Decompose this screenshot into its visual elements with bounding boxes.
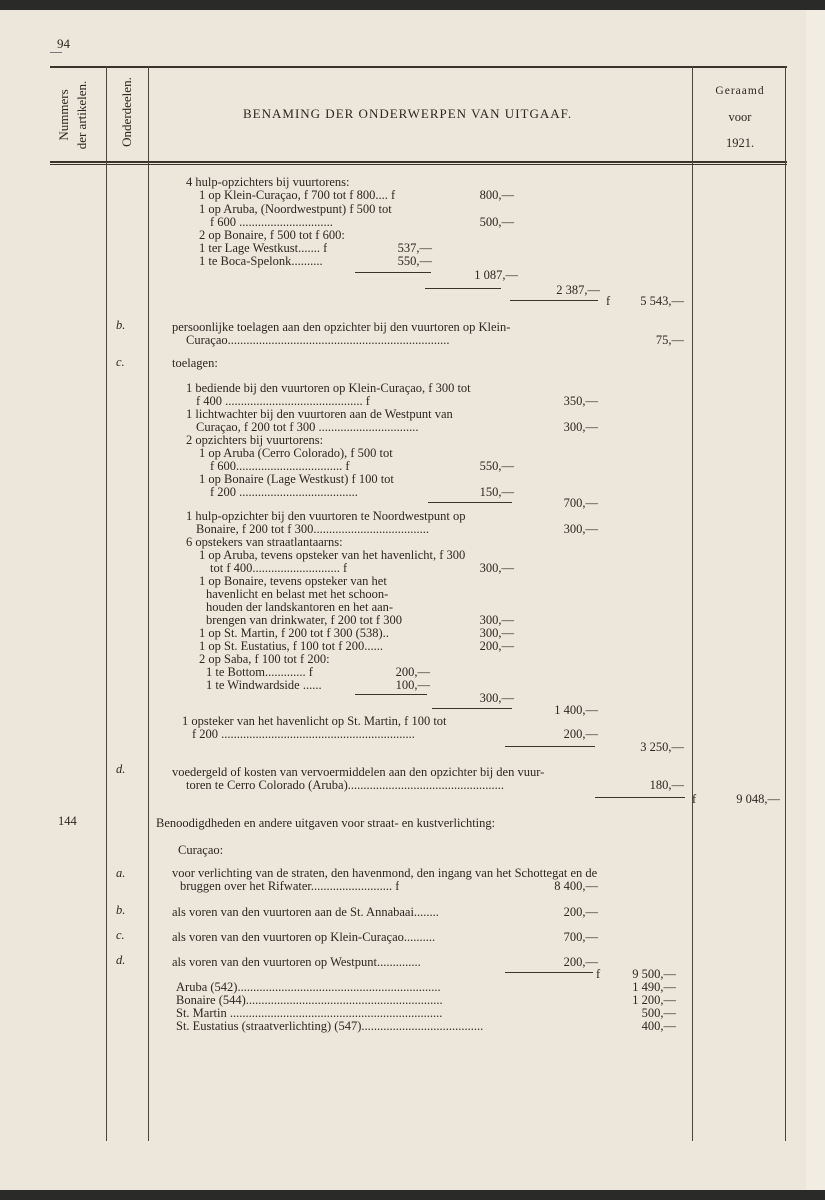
line-text: f 600.................................. f	[210, 459, 350, 473]
line-amount: 5 543,—	[640, 294, 684, 308]
sub-label: d.	[116, 953, 126, 967]
line-text: 1 op St. Martin, f 200 tot f 300 (538)..	[199, 626, 389, 640]
line-text: 1 op Aruba, (Noordwestpunt) f 500 tot	[199, 202, 392, 216]
page-number-underline	[50, 52, 62, 53]
island-line: Bonaire (544)...............................................................	[176, 993, 443, 1007]
line-amount: 550,—	[479, 459, 514, 473]
subtotal-rule	[505, 746, 595, 747]
line-text: toelagen:	[172, 356, 218, 370]
line-amount: 550,—	[397, 254, 432, 268]
line-amount: 1 490,—	[632, 980, 676, 994]
line-amount: 300,—	[479, 626, 514, 640]
line-amount: 150,—	[479, 485, 514, 499]
article-heading: Benoodigdheden en andere uitgaven voor straat- en kustverlichting:	[156, 816, 496, 830]
header-nummers-line1: Nummers	[56, 89, 71, 141]
island-line: St. Martin ....................................................................	[176, 1006, 443, 1020]
column-divider-nummers	[106, 66, 107, 1141]
subtotal-rule	[425, 288, 501, 289]
island-line: Aruba (542).................................................................	[176, 980, 441, 994]
line-amount: 537,—	[397, 241, 432, 255]
line-amount: 700,—	[563, 930, 598, 944]
page-number: 94	[57, 36, 70, 51]
line-amount: 8 400,—	[554, 879, 598, 893]
line-text: brengen van drinkwater, f 200 tot f 300	[206, 613, 402, 627]
line-text: als voren van den vuurtoren aan de St. Annabaai........	[172, 905, 439, 919]
line-amount: 1 087,—	[474, 268, 518, 282]
line-text: toren te Cerro Colorado (Aruba)..................................................	[186, 778, 504, 792]
line-amount: 500,—	[479, 215, 514, 229]
line-text: 4 hulp-opzichters bij vuurtorens:	[186, 175, 350, 189]
article-number: 144	[58, 814, 77, 828]
line-amount: 200,—	[479, 639, 514, 653]
line-amount: 100,—	[395, 678, 430, 692]
line-amount: 2 387,—	[556, 283, 600, 297]
line-text: als voren van den vuurtoren op Westpunt..............	[172, 955, 421, 969]
article-total: 9 048,—	[736, 792, 780, 806]
line-text: houden der landskantoren en het aan-	[206, 600, 394, 614]
line-text: persoonlijke toelagen aan den opzichter bij den vuurtoren op Klein-	[172, 320, 511, 334]
subtotal-rule	[428, 502, 512, 503]
line-amount: 350,—	[563, 394, 598, 408]
column-divider-benaming	[692, 66, 693, 1141]
table-top-rule	[50, 66, 787, 68]
column-divider-onderdeelen	[148, 66, 149, 1141]
line-text: 1 op Aruba (Cerro Colorado), f 500 tot	[199, 446, 393, 460]
line-amount: 500,—	[641, 1006, 676, 1020]
line-amount: 9 500,—	[632, 967, 676, 981]
header-year: 1921.	[725, 136, 755, 150]
line-amount: 75,—	[655, 333, 684, 347]
line-text: Curaçao, f 200 tot f 300 ................................	[196, 420, 419, 434]
line-amount: 300,—	[563, 420, 598, 434]
line-text: bruggen over het Rifwater.......................... f	[180, 879, 400, 893]
line-text: Bonaire, f 200 tot f 300.....................................	[196, 522, 429, 536]
line-amount: 200,—	[563, 905, 598, 919]
line-amount: 300,—	[479, 561, 514, 575]
florin-sign: f	[596, 967, 601, 981]
line-amount: 200,—	[563, 955, 598, 969]
line-amount: 180,—	[649, 778, 684, 792]
line-text: 2 op Bonaire, f 500 tot f 600:	[199, 228, 345, 242]
line-text: 1 ter Lage Westkust....... f	[199, 241, 328, 255]
subtotal-rule	[355, 694, 427, 695]
sub-label: a.	[116, 866, 126, 880]
line-text: tot f 400............................ f	[210, 561, 348, 575]
header-bottom-rule	[50, 161, 787, 163]
line-text: 1 opsteker van het havenlicht op St. Martin, f 100 tot	[182, 714, 447, 728]
header-nummers-line2: der artikelen.	[74, 80, 89, 150]
line-text: 1 op Bonaire, tevens opsteker van het	[199, 574, 387, 588]
header-benaming: BENAMING DER ONDERWERPEN VAN UITGAAF.	[243, 106, 573, 121]
line-text: f 200 ..............................................................	[192, 727, 415, 741]
column-divider-geraamd	[785, 66, 786, 1141]
island-line: St. Eustatius (straatverlichting) (547).......................................	[176, 1019, 484, 1033]
adjacent-page-edge	[806, 10, 825, 1190]
subtotal-rule	[432, 708, 512, 709]
line-text: 1 op Klein-Curaçao, f 700 tot f 800.... f	[199, 188, 396, 202]
line-text: 1 lichtwachter bij den vuurtoren aan de Westpunt van	[186, 407, 453, 421]
line-amount: 1 400,—	[554, 703, 598, 717]
line-text: 1 op St. Eustatius, f 100 tot f 200......	[199, 639, 384, 653]
line-amount: 3 250,—	[640, 740, 684, 754]
section-heading: Curaçao:	[178, 843, 224, 857]
line-amount: 700,—	[563, 496, 598, 510]
florin-sign: f	[692, 792, 697, 806]
line-amount: 300,—	[479, 691, 514, 705]
line-text: 1 hulp-opzichter bij den vuurtoren te Noordwestpunt op	[186, 509, 466, 523]
subtotal-rule	[595, 797, 685, 798]
line-amount: 200,—	[395, 665, 430, 679]
sub-label: b.	[116, 318, 126, 332]
line-amount: 1 200,—	[632, 993, 676, 1007]
sub-label: d.	[116, 762, 126, 776]
header-voor: voor	[728, 110, 752, 124]
line-text: f 600 ..............................	[210, 215, 333, 229]
line-text: 1 te Windwardside ......	[206, 678, 322, 692]
line-text: f 200 ......................................	[210, 485, 358, 499]
sub-label: c.	[116, 928, 125, 942]
line-text: 2 opzichters bij vuurtorens:	[186, 433, 324, 447]
header-geraamd: Geraamd	[715, 85, 765, 97]
sub-label: c.	[116, 355, 125, 369]
line-text: 1 te Bottom............. f	[206, 665, 313, 679]
line-text: havenlicht en belast met het schoon-	[206, 587, 389, 601]
sub-label: b.	[116, 903, 126, 917]
line-text: 2 op Saba, f 100 tot f 200:	[199, 652, 330, 666]
line-amount: 200,—	[563, 727, 598, 741]
line-amount: 800,—	[479, 188, 514, 202]
line-text: als voren van den vuurtoren op Klein-Curaçao..........	[172, 930, 436, 944]
line-text: 1 op Aruba, tevens opsteker van het havenlicht, f 300	[199, 548, 466, 562]
line-text: voor verlichting van de straten, den havenmond, den ingang van het Schottegat en de	[172, 866, 598, 880]
line-amount: 400,—	[641, 1019, 676, 1033]
subtotal-rule	[505, 972, 593, 973]
line-text: 1 bediende bij den vuurtoren op Klein-Curaçao, f 300 tot	[186, 381, 471, 395]
line-amount: 300,—	[563, 522, 598, 536]
header-onderdeelen: Onderdeelen.	[119, 77, 134, 147]
line-text: Curaçao.......................................................................	[186, 333, 450, 347]
header-bottom-rule-thin	[50, 164, 787, 165]
line-text: f 400 ............................................ f	[196, 394, 370, 408]
line-text: voedergeld of kosten van vervoermiddelen aan den opzichter bij den vuur-	[172, 765, 545, 779]
florin-sign: f	[606, 294, 611, 308]
line-text: 1 op Bonaire (Lage Westkust) f 100 tot	[199, 472, 394, 486]
line-text: 1 te Boca-Spelonk..........	[199, 254, 323, 268]
line-text: 6 opstekers van straatlantaarns:	[186, 535, 343, 549]
subtotal-rule	[510, 300, 598, 301]
line-amount: 300,—	[479, 613, 514, 627]
